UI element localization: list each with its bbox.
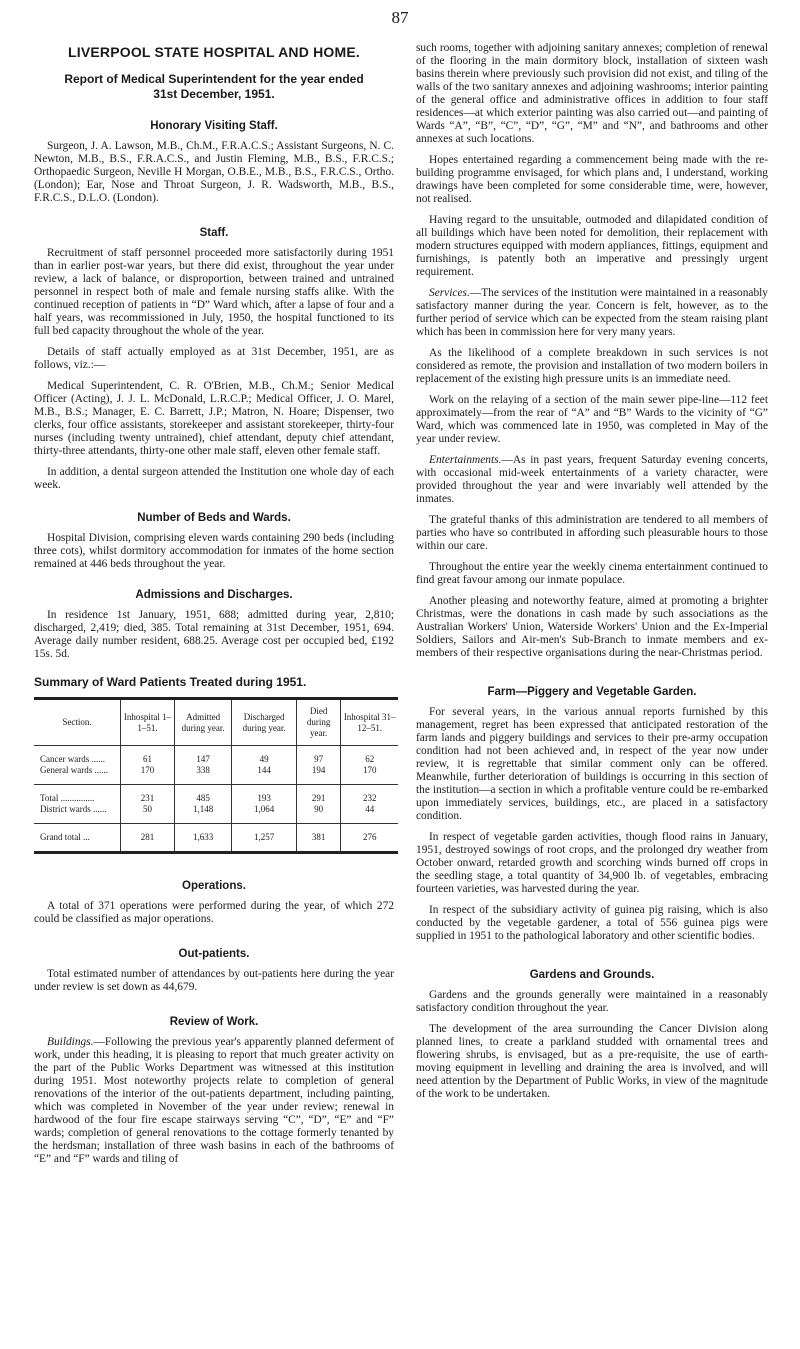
table-cell: 193 1,064 bbox=[232, 785, 296, 824]
buildings-continued-paragraph: such rooms, together with adjoining sanitary annexes; completion of renewal of the flooring in the main dormitory block, installation of sixteen wash basins therein where previously such provision did not exist, and tiling of the walls of the two sanitary annexes and adjoining washrooms; interior painting of the general office and administrative offices in addition to four staff residences—at which exterior painting was also carried out—and painting of Wards “A”, “B”, “C”, “D”, “G”, “M” and “N”, and bathrooms and other annexes at such locations. bbox=[416, 42, 768, 145]
right-column bbox=[416, 42, 768, 1109]
col-header: Inhospital 1–1–51. bbox=[121, 699, 175, 746]
table-cell: 62 170 bbox=[341, 746, 398, 785]
review-paragraph: The grateful thanks of this administration are tendered to all members of parties who have so contributed in affording such pleasurable hours to those within our care. bbox=[416, 514, 768, 552]
gardens-paragraph: The development of the area surrounding the Cancer Division along planned lines, to create a parkland studded with ornamental trees and flowering shrubs, is envisaged, but as a pre-requisite, the use of earth-moving equipment in levelling and draining the area is involved, and will need attention by the Department of Public Works, in view of the magnitude of the work to be undertaken. bbox=[416, 1023, 768, 1100]
beds-heading: Number of Beds and Wards. bbox=[137, 512, 291, 524]
report-title bbox=[34, 72, 394, 102]
farm-heading: Farm—Piggery and Vegetable Garden. bbox=[487, 686, 697, 698]
staff-paragraph: Recruitment of staff personnel proceeded more satisfactorily during 1951 than in earlier post-war years, but there did exist, throughout the year under review, a lack of balance, or disproportion, between trained and untrained personnel in respect both of male and female nursing staffs alike. With the continued reception of patients in “D” Ward which, after a lapse of four and a half years, was recommissioned in July, 1950, the hospital functioned to its full bed capacity throughout the whole of the year. bbox=[34, 247, 394, 337]
staff-paragraph: Medical Superintendent, C. R. O'Brien, M.B., Ch.M.; Senior Medical Officer (Acting), J. J. L. McDonald, L.R.C.P.; Medical Officer, J. O. Marel, M.B., B.S.; Manager, E. C. Barrett, J.P.; Matron, N. Hoare; Dispenser, two clerks, four office assistants, storekeeper and assistant storekeeper, thirty-four nurses (including twenty untrained), chief attendant, deputy chief attendant, thirty-three attendants, thirty-one other male staff, eleven other female staff. bbox=[34, 380, 394, 457]
review-paragraph: Hopes entertained regarding a commencement being made with the re-building programme envisaged, for which plans and, I understand, working drawings have been completed for some considerable time, were, however, not realised. bbox=[416, 154, 768, 205]
col-header: Section. bbox=[34, 699, 121, 746]
report-title-line1: Report of Medical Superintendent for the year ended bbox=[64, 72, 364, 86]
operations-paragraph: A total of 371 operations were performed during the year, of which 272 could be classified as major operations. bbox=[34, 900, 394, 925]
table-cell: 281 bbox=[121, 824, 175, 853]
honorary-staff-text: Surgeon, J. A. Lawson, M.B., Ch.M., F.R.A.C.S.; Assistant Surgeons, N. C. Newton, M.B., B.S., F.R.A.C.S., and Justin Fleming, M.B., B.S., F.R.C.S.; Orthopaedic Surgeon, Neville H Morgan, O.B.E., M.B., B.S., F.R.C.S., Ortho. (London); Ear, Nose and Throat Surgeon, J. R. Wadsworth, M.B., B.S., F.R.C.S., D.L.O. (London). bbox=[34, 140, 394, 204]
table-cell: 147 338 bbox=[174, 746, 232, 785]
services-label: Services. bbox=[429, 287, 470, 299]
review-paragraph: Throughout the entire year the weekly cinema entertainment continued to find great favour among our inmate populace. bbox=[416, 561, 768, 586]
col-header: Died during year. bbox=[296, 699, 341, 746]
col-header: Inhospital 31–12–51. bbox=[341, 699, 398, 746]
farm-paragraph: For several years, in the various annual reports furnished by this management, regret has been expressed that anticipated restoration of the farm lands and piggery buildings and services to their pre-army occupation condition had not been achieved and, in respect of the year now under review, it is regrettable that similar comment only can be offered. Meanwhile, further deterioration of buildings is occurring in this section of the institution—a section in which a profitable venture could be re-embarked upon immediately services, buildings, etc., are placed in a satisfactory condition. bbox=[416, 706, 768, 822]
review-paragraph: As the likelihood of a complete breakdown in such services is not considered as remote, the provision and installation of two modern boilers in replacement of the existing high pressure units is an immediate need. bbox=[416, 347, 768, 385]
operations-heading: Operations. bbox=[182, 880, 246, 892]
table-cell: 276 bbox=[341, 824, 398, 853]
buildings-paragraph: Buildings.—Following the previous year's apparently planned deferment of work, under this heading, it is pleasing to report that much greater activity on the part of the Public Works Department was witnessed at this institution during 1951. Most noteworthy projects relate to completion of general renovations of the interior of the out-patients department, including painting, which was completed in November of the year under review; renewal in hardwood of the four fire escape stairways serving “C”, “D”, “E” and “F” wards; completion of general renovations to the cottage formerly tenanted by the herdsman; installation of three wash basins in each of the bathrooms of “E” and “F” wards and tiling of bbox=[34, 1036, 394, 1165]
gardens-paragraph: Gardens and the grounds generally were maintained in a reasonably satisfactory condition throughout the year. bbox=[416, 989, 768, 1014]
review-paragraph: Having regard to the unsuitable, outmoded and dilapidated condition of all buildings which have been noted for demolition, their replacement with modern structures equipped with modern appliances, fittings, equipment and furnishings, is patently both an imperative and pressingly urgent requirement. bbox=[416, 214, 768, 278]
staff-paragraph: In addition, a dental surgeon attended the Institution one whole day of each week. bbox=[34, 466, 394, 491]
table-cell: Cancer wards ...... General wards ...... bbox=[34, 746, 121, 785]
table-cell: Total ............... District wards ...... bbox=[34, 785, 121, 824]
table-cell: 61 170 bbox=[121, 746, 175, 785]
review-heading: Review of Work. bbox=[169, 1016, 259, 1028]
col-header: Admitted during year. bbox=[174, 699, 232, 746]
left-column bbox=[34, 42, 394, 1174]
table-row bbox=[34, 785, 398, 824]
buildings-label: Buildings. bbox=[47, 1036, 94, 1048]
table-cell: 231 50 bbox=[121, 785, 175, 824]
table-row bbox=[34, 746, 398, 785]
beds-paragraph: Hospital Division, comprising eleven wards containing 290 beds (including three cots), whilst dormitory accommodation for inmates of the home section remained at 446 beds throughout the year. bbox=[34, 532, 394, 570]
table-cell: 381 bbox=[296, 824, 341, 853]
document-title: LIVERPOOL STATE HOSPITAL AND HOME. bbox=[67, 44, 360, 60]
review-paragraph: Work on the relaying of a section of the main sewer pipe-line—112 feet approximately—from the rear of “A” and “B” Wards to the vicinity of “G” Ward, which was commenced late in 1950, was completed in May of the year under review. bbox=[416, 394, 768, 445]
farm-paragraph: In respect of vegetable garden activities, though flood rains in January, 1951, destroyed sowings of root crops, and the prolonged dry weather from October onward, retarded growth and scorching winds burned off crops in the seedling stage, a total quantity of 34,900 lb. of vegetables, embracing fourteen varieties, was harvested during the year. bbox=[416, 831, 768, 895]
review-paragraph: Another pleasing and noteworthy feature, aimed at promoting a brighter Christmas, were the donations in cash made by such associations as the Australian Workers' Union, Waterside Workers' Union and the Ex-Imperial Soldiers, Sailors and Air-men's Sub-Branch to inmate members and ex-members of their respective organisations during the near-Christmas period. bbox=[416, 595, 768, 659]
table-cell: Grand total ... bbox=[40, 832, 90, 842]
page-number: 87 bbox=[391, 8, 409, 27]
table-cell: 49 144 bbox=[232, 746, 296, 785]
ward-summary-table bbox=[34, 697, 398, 854]
services-paragraph: Services.—The services of the institution were maintained in a reasonably satisfactory manner during the year. Concern is felt, however, as to the further period of service which can be expected from the steam raising plant which has been in commission here for very many years. bbox=[416, 287, 768, 338]
staff-heading: Staff. bbox=[199, 227, 229, 239]
staff-paragraph: Details of staff actually employed as at 31st December, 1951, are as follows, viz.:— bbox=[34, 346, 394, 371]
farm-paragraph: In respect of the subsidiary activity of guinea pig raising, which is also conducted by the vegetable gardener, a total of 556 guinea pigs were supplied in 1951 to the pathological laboratory and other scientific bodies. bbox=[416, 904, 768, 942]
table-cell: 485 1,148 bbox=[174, 785, 232, 824]
admissions-heading: Admissions and Discharges. bbox=[135, 589, 293, 601]
admissions-paragraph: In residence 1st January, 1951, 688; admitted during year, 2,810; discharged, 2,419; died, 385. Total remaining at 31st December, 1951, 694. Average daily number resident, 688.25. Average cost per occupied bed, £192 15s. 5d. bbox=[34, 609, 394, 660]
entertainments-label: Entertainments. bbox=[429, 454, 502, 466]
col-header: Discharged during year. bbox=[232, 699, 296, 746]
table-cell: 291 90 bbox=[296, 785, 341, 824]
report-title-line2: 31st December, 1951. bbox=[153, 87, 275, 101]
table-header-row bbox=[34, 699, 398, 746]
table-cell: 1,633 bbox=[174, 824, 232, 853]
table-cell: 97 194 bbox=[296, 746, 341, 785]
entertainments-paragraph: Entertainments.—As in past years, frequent Saturday evening concerts, with occasional mid-week entertainments of a variety character, were provided throughout the year and were invariably well attended by the inmates. bbox=[416, 454, 768, 505]
gardens-heading: Gardens and Grounds. bbox=[529, 969, 655, 981]
honorary-staff-heading: Honorary Visiting Staff. bbox=[150, 120, 278, 132]
table-cell: 1,257 bbox=[232, 824, 296, 853]
table-cell: 232 44 bbox=[341, 785, 398, 824]
grand-total-row bbox=[34, 824, 398, 853]
summary-table-title: Summary of Ward Patients Treated during 1951. bbox=[34, 675, 307, 689]
outpatients-heading: Out-patients. bbox=[178, 948, 250, 960]
outpatients-paragraph: Total estimated number of attendances by out-patients here during the year under review is set down as 44,679. bbox=[34, 968, 394, 993]
